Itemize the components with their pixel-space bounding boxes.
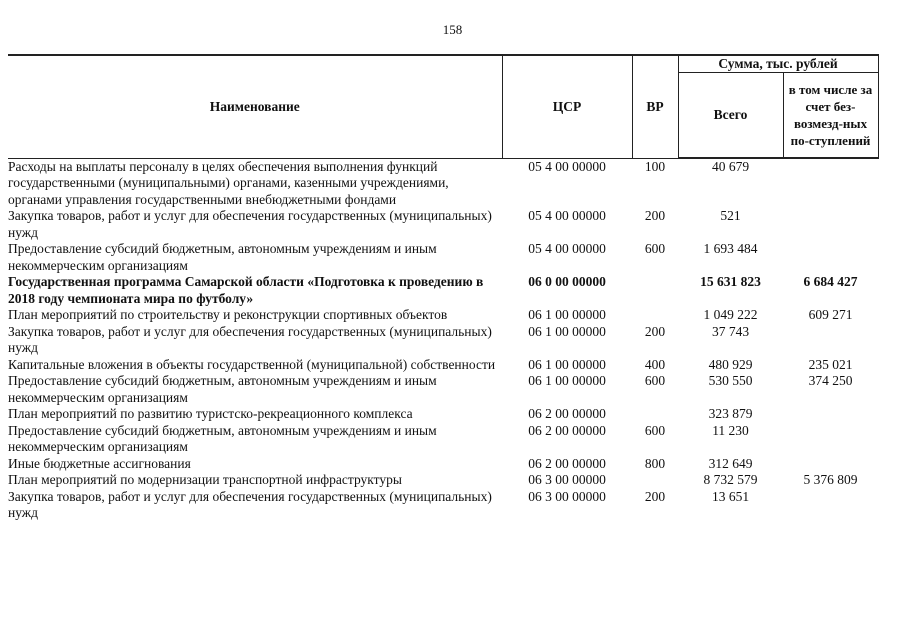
cell-vr: 400 xyxy=(644,356,666,372)
cell-csr: 06 2 00 00000 xyxy=(528,455,606,471)
header-name: Наименование xyxy=(8,55,502,158)
table-row xyxy=(8,241,878,274)
cell-total: 40 679 xyxy=(711,159,750,174)
cell-free: 5 376 809 xyxy=(803,472,858,487)
cell-total: 37 743 xyxy=(711,323,750,339)
cell-csr: 06 2 00 00000 xyxy=(528,406,606,421)
header-vr: ВР xyxy=(632,55,678,158)
cell-csr: 05 4 00 00000 xyxy=(528,241,606,256)
cell-total: 480 929 xyxy=(708,356,753,372)
cell-total: 530 550 xyxy=(708,373,753,388)
cell-csr: 05 4 00 00000 xyxy=(528,208,606,223)
cell-free xyxy=(783,324,878,357)
cell-vr xyxy=(632,406,678,423)
cell-name: План мероприятий по строительству и реконструкции спортивных объектов xyxy=(8,307,448,322)
cell-total: 13 651 xyxy=(711,488,750,504)
cell-free xyxy=(783,241,878,274)
cell-total: 312 649 xyxy=(708,455,753,471)
cell-vr: 800 xyxy=(644,455,666,471)
cell-free: 374 250 xyxy=(808,373,853,388)
table-row xyxy=(8,324,878,357)
header-free: в том числе за счет без-возмезд-ных по-ступлений xyxy=(783,72,878,158)
table-row xyxy=(8,489,878,522)
cell-vr: 600 xyxy=(644,422,666,438)
cell-csr: 06 1 00 00000 xyxy=(528,323,606,339)
table-row xyxy=(8,274,878,307)
cell-free xyxy=(783,423,878,456)
cell-name: Капитальные вложения в объекты государственной (муниципальной) собственности xyxy=(8,356,496,372)
cell-csr: 06 1 00 00000 xyxy=(528,373,606,388)
cell-free xyxy=(783,456,878,473)
cell-name: Закупка товаров, работ и услуг для обеспечения государственных (муниципальных) нужд xyxy=(8,488,492,520)
table-row xyxy=(8,208,878,241)
header-sum: Сумма, тыс. рублей xyxy=(678,55,878,72)
table-row xyxy=(8,307,878,324)
cell-total: 1 049 222 xyxy=(703,307,758,322)
cell-free: 235 021 xyxy=(808,356,853,372)
cell-vr: 600 xyxy=(644,241,666,256)
cell-csr: 06 0 00 00000 xyxy=(528,274,606,289)
table-body xyxy=(8,158,878,522)
cell-total: 323 879 xyxy=(708,406,753,421)
cell-vr: 200 xyxy=(644,323,666,339)
cell-csr: 06 1 00 00000 xyxy=(528,356,606,372)
cell-total: 1 693 484 xyxy=(703,241,758,256)
budget-table xyxy=(8,54,879,522)
cell-csr: 06 3 00 00000 xyxy=(528,472,606,487)
cell-name: Иные бюджетные ассигнования xyxy=(8,455,191,471)
table-row xyxy=(8,472,878,489)
cell-vr: 100 xyxy=(644,158,666,174)
table-row xyxy=(8,373,878,406)
cell-name: Расходы на выплаты персоналу в целях обеспечения выполнения функций государственными (муниципальными) органами, казенными учреждениями, органами управления государственными внебюджетными фондами xyxy=(8,158,449,207)
table-row xyxy=(8,456,878,473)
cell-name: Предоставление субсидий бюджетным, автономным учреждениям и иным некоммерческим организациям xyxy=(8,373,437,405)
cell-name: Предоставление субсидий бюджетным, автономным учреждениям и иным некоммерческим организациям xyxy=(8,422,437,454)
cell-name: Закупка товаров, работ и услуг для обеспечения государственных (муниципальных) нужд xyxy=(8,208,492,240)
cell-vr xyxy=(632,274,678,307)
cell-vr xyxy=(632,472,678,489)
cell-name: Государственная программа Самарской области «Подготовка к проведению в 2018 году чемпионата мира по футболу» xyxy=(8,274,484,306)
page-number: 158 xyxy=(442,22,463,37)
cell-free xyxy=(783,489,878,522)
cell-free: 6 684 427 xyxy=(803,274,858,289)
cell-vr xyxy=(632,307,678,324)
cell-total: 11 230 xyxy=(712,422,749,438)
cell-csr: 06 3 00 00000 xyxy=(528,488,606,504)
cell-total: 15 631 823 xyxy=(700,274,761,289)
cell-free xyxy=(783,208,878,241)
cell-name: Предоставление субсидий бюджетным, автономным учреждениям и иным некоммерческим организациям xyxy=(8,241,437,273)
cell-total: 521 xyxy=(720,208,741,223)
cell-free xyxy=(783,406,878,423)
cell-vr: 200 xyxy=(644,208,666,223)
cell-csr: 06 2 00 00000 xyxy=(528,422,606,438)
cell-vr: 600 xyxy=(644,373,666,388)
table-row xyxy=(8,423,878,456)
table-row xyxy=(8,357,878,374)
table-row xyxy=(8,406,878,423)
table-header xyxy=(8,55,878,158)
header-total: Всего xyxy=(678,72,783,158)
cell-vr: 200 xyxy=(644,488,666,504)
cell-csr: 06 1 00 00000 xyxy=(528,307,606,322)
cell-csr: 05 4 00 00000 xyxy=(528,158,606,174)
cell-name: Закупка товаров, работ и услуг для обеспечения государственных (муниципальных) нужд xyxy=(8,323,492,355)
table-row xyxy=(8,158,878,208)
cell-free: 609 271 xyxy=(808,307,853,322)
cell-free xyxy=(783,158,878,208)
header-csr: ЦСР xyxy=(502,55,632,158)
cell-name: План мероприятий по модернизации транспортной инфраструктуры xyxy=(8,472,402,487)
cell-name: План мероприятий по развитию туристско-рекреационного комплекса xyxy=(8,406,413,421)
cell-total: 8 732 579 xyxy=(703,472,758,487)
